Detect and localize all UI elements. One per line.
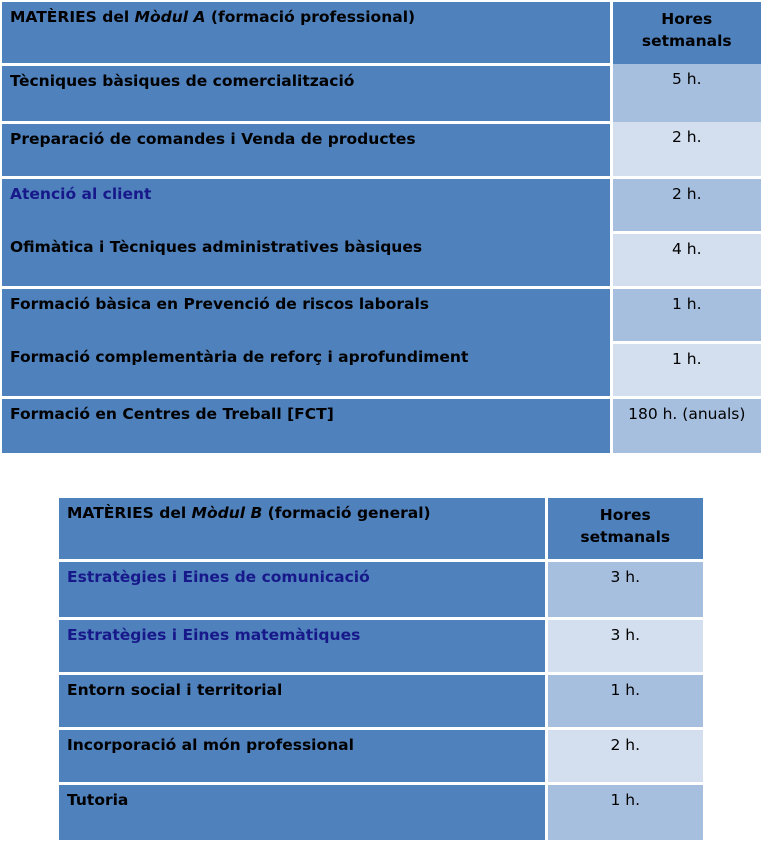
modul-b-header-subject: MATÈRIES del Mòdul B (formació general) — [59, 498, 546, 560]
table-header-row — [2, 2, 761, 64]
hours-cell: 2 h. — [546, 728, 703, 783]
subject-cell: Atenció al client — [2, 177, 611, 232]
table-row — [59, 618, 703, 673]
modul-a-table — [2, 2, 761, 453]
subject-cell: Ofimàtica i Tècniques administratives bàsiques — [2, 232, 611, 287]
modul-b-table — [59, 498, 703, 840]
subject-cell: Preparació de comandes i Venda de productes — [2, 122, 611, 177]
hours-cell: 5 h. — [611, 64, 761, 122]
table-row — [2, 177, 761, 232]
subject-cell: Estratègies i Eines de comunicació — [59, 560, 546, 618]
hours-cell: 2 h. — [611, 177, 761, 232]
table-row — [2, 232, 761, 287]
table-row — [59, 783, 703, 840]
hours-cell: 1 h. — [611, 287, 761, 342]
table-row — [2, 287, 761, 342]
subject-cell: Tècniques bàsiques de comercialització — [2, 64, 611, 122]
subject-cell: Incorporació al món professional — [59, 728, 546, 783]
hours-cell: 4 h. — [611, 232, 761, 287]
hours-cell: 2 h. — [611, 122, 761, 177]
hours-cell: 1 h. — [546, 783, 703, 840]
subject-cell: Formació complementària de reforç i aprofundiment — [2, 342, 611, 397]
hours-cell: 180 h. (anuals) — [611, 397, 761, 453]
table-row — [2, 397, 761, 453]
table-row — [2, 122, 761, 177]
modul-b-header-hours: Hores setmanals — [546, 498, 703, 560]
modul-a-header-hours: Hores setmanals — [611, 2, 761, 64]
hours-cell: 1 h. — [611, 342, 761, 397]
subject-cell: Entorn social i territorial — [59, 673, 546, 728]
hours-cell: 3 h. — [546, 560, 703, 618]
table-row — [2, 342, 761, 397]
modul-a-header-subject: MATÈRIES del Mòdul A (formació professional) — [2, 2, 611, 64]
subject-cell: Formació bàsica en Prevenció de riscos laborals — [2, 287, 611, 342]
table-row — [59, 560, 703, 618]
table-row — [59, 673, 703, 728]
subject-cell: Formació en Centres de Treball [FCT] — [2, 397, 611, 453]
table-row — [2, 64, 761, 122]
subject-cell: Estratègies i Eines matemàtiques — [59, 618, 546, 673]
table-header-row — [59, 498, 703, 560]
hours-cell: 1 h. — [546, 673, 703, 728]
subject-cell: Tutoria — [59, 783, 546, 840]
hours-cell: 3 h. — [546, 618, 703, 673]
table-row — [59, 728, 703, 783]
